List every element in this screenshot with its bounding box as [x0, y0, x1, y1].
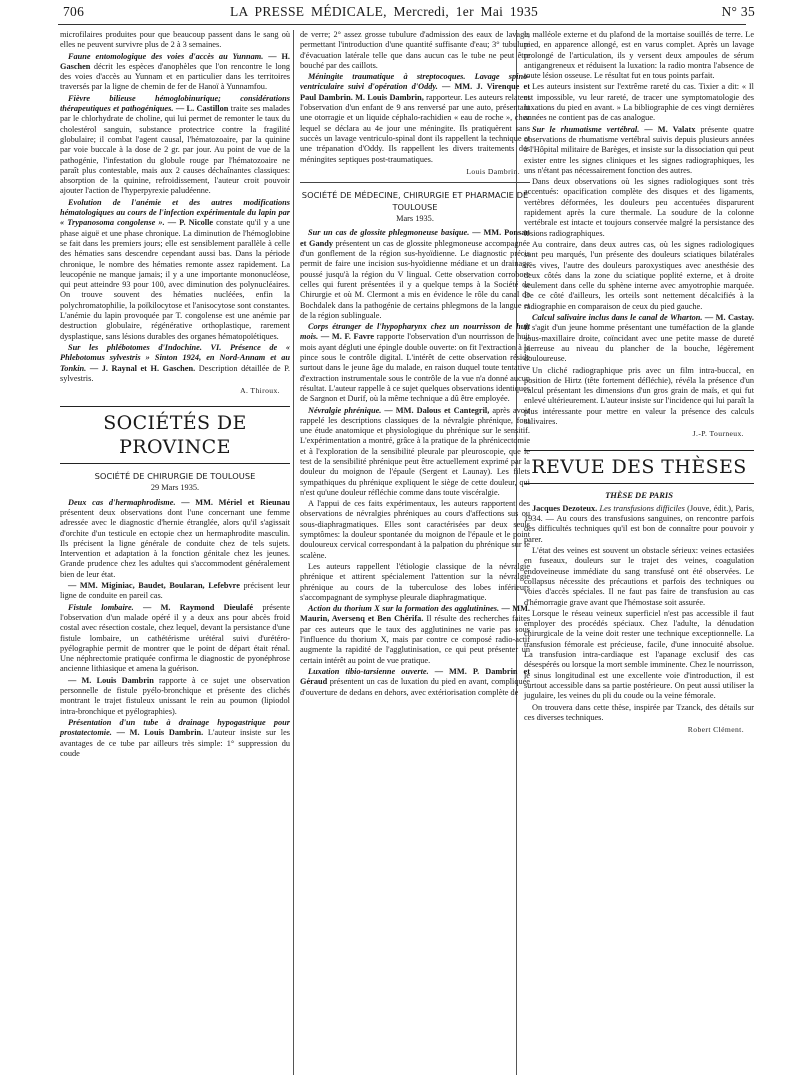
discussion [60, 676, 290, 717]
abstract-authors: — M. Raymond Dieulafé [133, 602, 254, 612]
abstract-text: présentent un cas de glossite phlegmoneuse accompagnée d'un gonflement de la région sus-hyoïdienne. Le diagnostic précis permit de faire une incision sus-hyoïdienne médiane et un drainage poussé jusqu'à la région du V lingual. Cette observation corrobore celles qui furent présentées il y a quelque temps à la Société de Chirurgie et où M. Clermont a mis en évidence le rôle du canal de Bochdalek dans la pathogénie de certains phlegmons de la langue et de la région sublinguale. [300, 238, 530, 320]
paragraph: Un cliché radiographique pris avec un film intra-buccal, en position de Hirtz (tête fortement défléchie), révéla la présence d'un calcul présentant les dimensions d'un gros grain de maïs, et qui fut enlevé ultérieurement. L'auteur insiste sur l'incidence qui lui paraît la plus intéressante pour mettre en valeur la présence des calculs salivaires. [524, 365, 754, 426]
header-rule [58, 24, 746, 25]
abstract-text: présentent deux observations dont l'une concernant une femme adressée avec le diagnostic d'hernie étranglée, alors qu'il s'agissait d'orchite d'un testicule en ectopie chez un hermaphrodite masculin. Ils précisent la ligne générale de conduite chez de tels sujets. Intervention et adaptation à la fonction génitale chez les jeunes. Grande prudence chez les adultes qui s'accommodent généralement bien de leur état. [60, 507, 290, 579]
abstract-title: Sur un cas de glossite phlegmoneuse basique. [308, 228, 470, 238]
signature: Louis Dambrin. [466, 166, 520, 176]
abstract-title: Calcul salivaire inclus dans le canal de Wharton. [532, 313, 703, 323]
abstract-authors: — L. Castillon [173, 104, 229, 114]
abstract-title: Faune entomologique des voies d'accès au Yunnam. [68, 51, 264, 61]
subsection-heading: THÈSE DE PARIS [605, 489, 673, 500]
abstract-luxation [300, 667, 530, 698]
abstract-text: constate qu'il y a une phase aiguë et une phase chronique. La diminution de l'hémoglobine se fait dans les premiers jours; elle est sensiblement parallèle à celle des hématies sans descendre cependant aussi bas. Dans la période chronique, le nombre des hématies remonte assez rapidement. La leucopénie ne manque jamais; il y a une importante mononucléose, qui peut atteindre 93 pour 100, avec diminution des polynucléaires. On trouve souvent des hématies nucléées, enfin la polychromatophilie, la poïkilocytose et l'anisocytose sont constantes. L'anémie du lapin provoquée par T. congolense est une anémie par destruction globulaire, régénérative orthoplastique, rarement dysplastique, sans lésions durables des organes hématopoïétiques. [60, 218, 290, 341]
abstract-text: présente l'observation d'un malade opéré il y a deux ans pour abcès froid costal avec résection costale, chez lequel, devant la persistance d'une fistule lombaire, un cathétérisme urétéral suivi d'urétéro-pyélographie permit de montrer que le point de départ était rénal. Une néphrectomie pratiquée confirma le diagnostic de pyonéphrose ancienne lithiasique et amena la guérison. [60, 602, 291, 674]
abstract-authors: — MM. Dalous et Cantegril, [381, 405, 490, 415]
paragraph: On trouvera dans cette thèse, inspirée par Tzanck, des détails sur ces diverses techniques. [524, 702, 754, 722]
abstract-text: rapporteur. Les auteurs relatent l'observation d'un enfant de 9 ans renversé par une auto, présentant une otorragie et un liquide céphalo-rachidien « eau de roche », chez lequel se déclara au 4e jour une méningite. Ils pratiquèrent sans succès un lavage ventriculo-spinal dont ils rappellent la technique et une trépanation d'Oddy. Ils rappellent les divers traitements des méningites septiques post-traumatiques. [300, 92, 531, 164]
abstract-thorium [300, 604, 530, 666]
column-right [524, 30, 754, 739]
abstract-title: Corps étranger de l'hypopharynx chez un nourrisson de huit mois. [300, 322, 530, 342]
abstract-text: présentent un cas de luxation du pied en avant, compliquée d'ouverture de dedans en dehors, avec extériorisation complète de [300, 677, 530, 697]
abstract-text: après avoir rappelé les descriptions classiques de la névralgie phrénique, font une étude anatomique et physiologique du phrénique sur le sensitif. L'expérimentation a montré, grâce à la pratique de la phrénicectomie et à l'exploration de la sensibilité pleurale par pleuroscopie, que le test de la sensibilité phrénique peut être actuellement exprimé par la douleur du moignon de l'épaule (Sergent et Launay). Les filets sympathiques du phrénique expliquent le siège de cette douleur, qui n'est qu'une douleur réfléchie comme dans toute viscéralgie. [300, 405, 530, 497]
paragraph: Lorsque le réseau veineux superficiel n'est pas accessible il faut employer des procédés spéciaux. Chez l'adulte, la dénudation chirurgicale de la veine doit rester une technique exceptionnelle. La transfusion fémorale est précieuse, facile, d'une innocuité absolue. La transfusion intra-cardiaque est l'apanage exclusif des cas désespérés ou lorsque la mort semble imminente. Chez le nourrisson, le sinus longitudinal est une excellente voie d'introduction, il est surtout accessible dans sa partie postérieure. On peut aussi utiliser la jugulaire, les veines du pli du coude ou la veine fémorale. [524, 608, 754, 701]
abstract-meningitis [300, 72, 530, 165]
abstract-text: traite ses malades par le chlorhydrate de choline, qui lui permet de remonter le taux du cholestérol sanguin, substance protectrice contre la fragilité globulaire; il combat l'agent causal, l'hématozoaire, par la quinine par voie buccale à la dose de 2 gr. par jour. Au point de vue de la pathogénie, l'infestation du globule rouge par l'hématozoaire ne paraît plus contestable, mais aux 2 causes déchaînantes classiques: absorption de la quinine, refroidissement, l'auteur croit pouvoir ajouter l'action de l'hyperpyrexie paludéenne. [60, 104, 290, 196]
abstract-title: Sur le rhumatisme vertébral. [532, 124, 640, 134]
paragraph: Au contraire, dans deux autres cas, où les signes radiologiques sont peu marqués, l'un présente des douleurs sciatiques bilatérales très vives, l'autre des douleurs paroxystiques avec anesthésie des deux côtés dans la zone du sciatique poplité externe, et à droite seulement dans celle du sphène interne avec amyotrophie marquée. De ce côté d'ailleurs, les orteils sont nettement décalcifiés à la radiographie en comparaison de ceux du pied gauche. [524, 239, 754, 311]
abstract-authors: — MM. Maurin, Aversenq et Ben Chérifa. [300, 604, 530, 624]
abstract-hermaphrodism [60, 498, 290, 580]
abstract-title: Méningite traumatique à streptocoques. Lavage spino-ventriculaire suivi d'opération d'Oddy. [300, 72, 530, 92]
abstract-authors: — H. Gaschen [60, 51, 290, 71]
column-left [60, 30, 290, 760]
abstract-blackwater-fever [60, 94, 290, 197]
abstract-authors: — MM. Ponsan et Gandy [300, 228, 530, 248]
abstract-drainage-tube [60, 718, 290, 759]
abstract-authors: — M. Valatx [639, 124, 696, 134]
abstract-rheumatism [524, 125, 754, 176]
thesis-text: (Jouve, édit.), Paris, 1934. — Au cours des transfusions sanguines, on rencontre parfois des difficultés techniques qu'il est bon de connaître pour pouvoir y parer. [524, 503, 755, 544]
meeting-date: 29 Mars 1935. [150, 483, 200, 493]
paragraph: microfilaires produites pour que beaucoup passent dans le sang où elles ne peuvent survivre plus de 2 à 3 semaines. [60, 30, 290, 50]
thesis-title: Les transfusions difficiles [597, 503, 685, 513]
abstract-anemia [60, 198, 290, 342]
discussion [60, 581, 290, 602]
paragraph: A l'appui de ces faits expérimentaux, les auteurs rapportent des observations de névralgies phréniques au cours d'affections sus ou sous-diaphragmatiques. Elles sont caractérisées par deux seuls symptômes: la douleur spontanée du moignon de l'épaule et le point douloureux cervical correspondant à la palpation du phrénique sur le scalène. [300, 499, 530, 560]
column-divider [293, 30, 294, 1075]
abstract-title: Névralgie phrénique. [308, 405, 382, 415]
abstract-authors: — M. Castay. [702, 313, 754, 323]
paragraph: Les auteurs insistent sur l'extrême rareté du cas. Tixier a dit: « Il est impossible, vu leur rareté, de tracer une symptomatologie des luxations du pied en avant. » La bibliographie de ces vingt dernières années ne contient pas de cas analogue. [524, 82, 754, 123]
abstract-title: Action du thorium X sur la formation des agglutinines. [308, 604, 500, 614]
abstract-glossitis [300, 228, 530, 321]
abstract-authors: — MM. P. Dambrin et Géraud [300, 666, 530, 687]
thesis-review [524, 504, 754, 545]
running-header [55, 2, 755, 24]
abstract-title: Fièvre bilieuse hémoglobinurique; considérations thérapeutiques et pathogéniques. [60, 93, 290, 114]
abstract-text: Description détaillée de P. sylvestris. [60, 363, 290, 383]
abstract-title: Luxation tibio-tarsienne ouverte. [308, 666, 429, 676]
abstract-foreign-body [300, 322, 530, 404]
abstract-authors: — M. Louis Dambrin. [111, 728, 204, 738]
society-heading: SOCIÉTÉ DE CHIRURGIE DE TOULOUSE [94, 471, 256, 482]
abstract-phrenic-neuralgia [300, 406, 530, 499]
society-heading: SOCIÉTÉ DE MÉDECINE, CHIRURGIE ET PHARMACIE DE TOULOUSE [301, 190, 529, 213]
abstract-text: Il s'agit d'un jeune homme présentant une tuméfaction de la glande sous-maxillaire droite, coïncidant avec une petite masse de dureté pierreuse au niveau du plancher de la bouche, légèrement douloureuse. [524, 323, 754, 364]
page-number: 706 [63, 4, 85, 19]
discussion-text: rapporte à ce sujet une observation personnelle de fistule pyélo-bronchique et présente des clichés montrant le trajet fistuleux unissant le rein au poumon (lipiodol intra-bronchique et pyélographies). [60, 675, 290, 716]
abstract-title: Sur les phlébotomes d'Indochine. VI. Présence de « Phlebotomus sylvestris » Sinton 1924, en Nord-Annam et au Tonkin. [60, 342, 290, 373]
abstract-entomology [60, 52, 290, 93]
abstract-salivary-calculus [524, 313, 754, 364]
abstract-phlebotomes [60, 343, 290, 384]
signature: Robert Clément. [687, 725, 744, 735]
meeting-date: Mars 1935. [396, 214, 434, 224]
journal-title: LA PRESSE MÉDICALE, Mercredi, 1er Mai 1935 [230, 4, 539, 19]
section-rule [300, 182, 530, 183]
issue-number: N° 35 [721, 4, 755, 19]
abstract-lumbar-fistula [60, 603, 290, 675]
paragraph: la malléole externe et du plafond de la mortaise souillés de terre. Le pied, en apparence allongé, est en varus complet. Après un lavage prolongé de l'articulation, ils y versent deux ampoules de sérum antigangreneux et réduisent la luxation: la radio montra l'absence de toute lésion osseuse. Le résultat fut en tous points parfait. [524, 30, 754, 81]
signature: A. Thiroux. [240, 386, 280, 396]
signature: J.-P. Tourneux. [692, 429, 744, 439]
abstract-text: L'auteur insiste sur les avantages de ce tube par ailleurs très simple: 1° suppression du coude [60, 728, 290, 758]
abstract-title: Fistule lombaire. [68, 602, 134, 612]
abstract-text: présente quatre observations de rhumatisme vertébral suivis depuis plusieurs années à l'Hôpital militaire de Barèges, et insiste sur la dissociation qui peut exister entre les signes cliniques et les signes radiographiques, les uns n'étant pas nécessairement fonction des autres. [524, 124, 754, 175]
discussion-text: précisent leur ligne de conduite en pareil cas. [60, 581, 290, 601]
section-heading: REVUE DES THÈSES [524, 450, 754, 484]
abstract-authors: — M. F. Favre [318, 332, 375, 342]
abstract-authors: — MM. Mériel et Rieunau [175, 497, 290, 507]
abstract-text: décrit les espèces d'anophèles que l'on rencontre le long des voies d'accès au Yunnam et en particulier dans les territoires traversés par la ligne de chemin de fer de Hanoï à Yunnamfou. [60, 61, 290, 92]
paragraph: L'état des veines est souvent un obstacle sérieux: veines ectasiées en fuseaux, douleurs sur le trajet des veines, coagulation endoveineuse immédiate du sang transfusé ont été observées. Le collapsus nécessite des précautions et parfois des techniques ou voies d'accès spéciales. Il ne faut pas faire de transfusion au cas d'hémorragie grave avant que l'hémostase soit assurée. [524, 546, 754, 607]
section-heading: SOCIÉTÉS DE PROVINCE [60, 406, 290, 464]
discussion-authors: — MM. Miginiac, Baudet, Boularan, Lefebvre [68, 581, 240, 591]
discussion-authors: — M. Louis Dambrin [68, 675, 154, 685]
paragraph: Les auteurs rappellent l'étiologie classique de la névralgie phrénique et attirent spécialement l'attention sur la névralgie phrénique au cours de la tuberculose des lobes inférieurs s'accompagnant de symphyse pleurale diaphragmatique. [300, 561, 530, 602]
paragraph: Dans deux observations où les signes radiologiques sont très accentués: opacification complète des disques et des ligaments, vertèbres déformées, les douleurs peu accentuées disparurent rapidement après la cure thermale. La soudure de la colonne vertébrale est intacte et toujours conservée malgré la persistance des lésions radiographiques. [524, 177, 754, 238]
abstract-title: Deux cas d'hermaphrodisme. [68, 497, 176, 507]
abstract-title: Evolution de l'anémie et des autres modifications hématologiques au cours de l'infection expérimentale du lapin par « Trypanosoma congolense ». [60, 197, 290, 228]
abstract-authors: — J. Raynal et H. Gaschen. [86, 363, 196, 373]
abstract-title: Présentation d'un tube à drainage hypogastrique pour prostatectomie. [60, 717, 290, 738]
abstract-text: rapporte l'observation d'un nourrisson de huit mois ayant dégluti une épingle double ouverte: on fit l'extraction à la pince sous le contrôle digital. L'intérêt de cette observation réside surtout dans le jeune âge du malade, en raison duquel toute tentative d'extraction instrumentale sous le contrôle de la vue n'a donné aucun résultat. L'auteur rappelle à ce sujet quelques observations identiques de Sargnon et Durif, où la même technique a dû être employée. [300, 332, 530, 404]
abstract-authors: — P. Nicolle [164, 218, 214, 228]
abstract-authors: — MM. J. Virenque et Paul Dambrin. M. Louis Dambrin, [300, 82, 530, 102]
abstract-text: Il résulte des recherches faites par ces auteurs que le taux des agglutinines ne varie pas sous l'influence du thorium X, mais par contre ce composé radio-actif augmente la rapidité de l'agglutinisation, ce qui peut présenter un certain intérêt au point de vue pratique. [300, 614, 530, 665]
paragraph: de verre; 2° assez grosse tubulure d'admission des eaux de lavage, permettant l'introduction d'une quantité suffisante d'eau; 3° tubulure d'évacuation latérale telle que dans aucun cas le tube ne peut être bouché par des caillots. [300, 30, 530, 70]
column-middle [300, 30, 530, 699]
thesis-author: Jacques Dezoteux. [532, 503, 598, 513]
